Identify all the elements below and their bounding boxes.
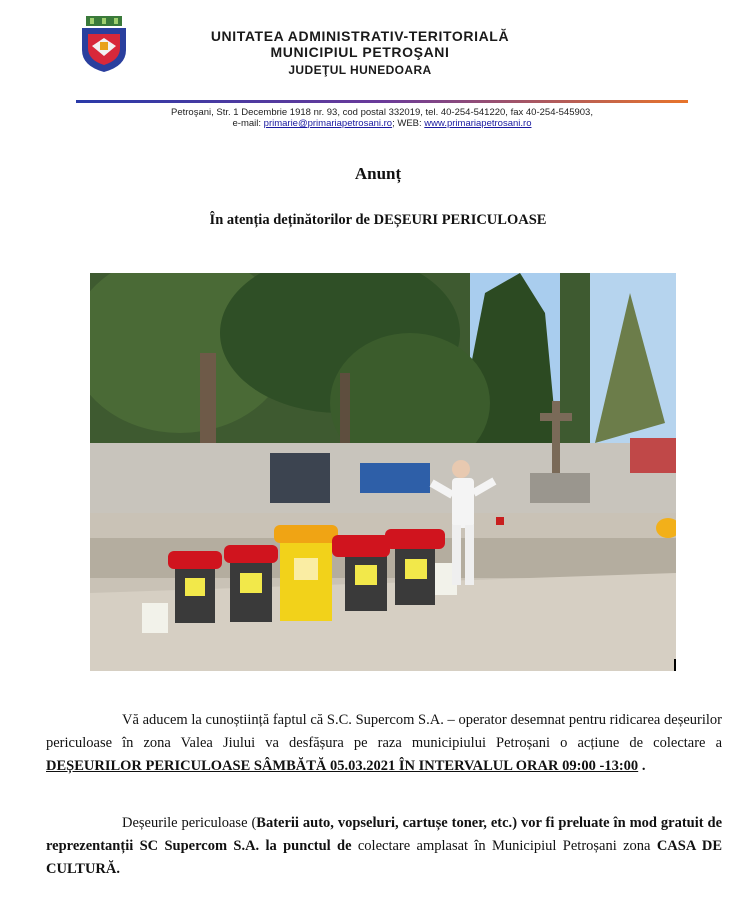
- notice-highlight: DEȘEURILOR PERICULOASE SÂMBĂTĂ 05.03.2021 ÎN INTERVALUL ORAR 09:00 -13:00: [46, 758, 639, 774]
- coat-of-arms-icon: [78, 16, 130, 72]
- address-line: Petroşani, Str. 1 Decembrie 1918 nr. 93, cod postal 332019, tel. 40-254-541220, fax 40-254-545903,: [171, 107, 593, 118]
- waste-types: Baterii auto, vopseluri, cartușe toner, etc.: [256, 815, 513, 831]
- notice-text-2a: Deșeurile periculoase (: [122, 815, 257, 831]
- notice-text-2c: ) vor fi preluate în mod gratuit de reprezentanții SC Supercom S.A. la punctul de: [46, 815, 723, 854]
- email-link[interactable]: primarie@primariapetrosani.ro: [263, 118, 393, 129]
- notice-text-2f: .: [116, 861, 120, 877]
- collection-location: CASA DE CULTURĂ: [46, 838, 722, 877]
- web-label: ; WEB:: [392, 118, 422, 129]
- header-county: JUDEŢUL HUNEDOARA: [288, 63, 432, 77]
- web-link[interactable]: www.primariapetrosani.ro: [424, 118, 532, 129]
- collection-bins-photo: [90, 273, 676, 671]
- header-rule: [76, 100, 688, 105]
- header-address: [76, 107, 688, 129]
- header-municipality: MUNICIPIUL PETROŞANI: [270, 44, 450, 60]
- email-label: e-mail:: [232, 118, 262, 129]
- header-institution: UNITATEA ADMINISTRATIV-TERITORIALĂ: [210, 28, 510, 44]
- notice-paragraph-1: [46, 709, 722, 778]
- notice-paragraph-2: [46, 812, 722, 881]
- page-title: Anunț: [354, 164, 402, 183]
- notice-end: .: [638, 758, 646, 774]
- notice-text-2d: colectare amplasat în Municipiul Petroșani zona: [351, 838, 657, 854]
- notice-text-1: Vă aducem la cunoștiință faptul că S.C. Supercom S.A. – operator desemnat pentru ridicarea deșeurilor periculoase în zona Valea Jiului va desfășura pe raza municipiului Petroșani o acțiune de colectare a: [46, 712, 722, 751]
- page-subtitle: În atenția deținătorilor de DEȘEURI PERICULOASE: [209, 212, 547, 228]
